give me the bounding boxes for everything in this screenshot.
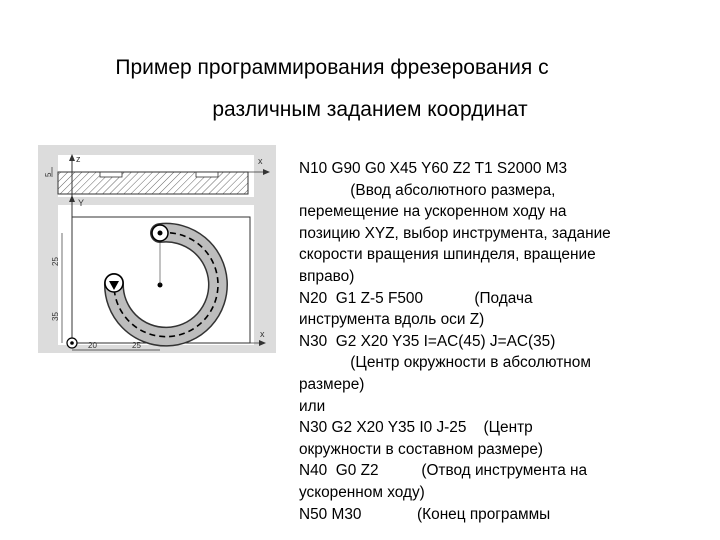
axis-label-x-main: x: [260, 329, 265, 339]
axis-label-x-top: x: [258, 156, 263, 166]
dim-label-25-vertical: 25: [51, 257, 60, 266]
program-line: окружности в составном размере): [299, 440, 544, 458]
program-line: ускоренном ходу): [299, 483, 425, 501]
program-line: позицию XYZ, выбор инструмента, задание: [299, 224, 611, 242]
program-line: N20 G1 Z-5 F500 (Подача: [299, 289, 533, 307]
dim-label-25-horizontal: 25: [132, 341, 141, 350]
program-line: скорости вращения шпинделя, вращение: [299, 246, 596, 264]
program-line: вправо): [299, 267, 355, 285]
program-line: инструмента вдоль оси Z): [299, 311, 485, 329]
dim-label-35-vertical: 35: [51, 312, 60, 321]
dim-label-20-horizontal: 20: [88, 341, 97, 350]
pocket-right: [196, 172, 218, 177]
milling-diagram: [38, 145, 276, 353]
tool-start-center: [158, 231, 163, 236]
program-line: N50 M30 (Конец программы: [299, 505, 551, 523]
program-line: N10 G90 G0 X45 Y60 Z2 T1 S2000 M3: [299, 160, 568, 177]
program-line: N30 G2 X20 Y35 I=AC(45) J=AC(35): [299, 332, 556, 350]
nc-program-text: [299, 158, 709, 525]
program-line: (Центр окружности в абсолютном: [299, 354, 591, 372]
program-line: размере): [299, 375, 365, 393]
page-title-line-2: различным заданием координат: [212, 98, 528, 121]
pocket-left: [100, 172, 122, 177]
axis-label-z: z: [76, 154, 81, 164]
workpiece-section: [58, 172, 248, 194]
program-line: или: [299, 397, 326, 415]
program-line: N40 G0 Z2 (Отвод инструмента на: [299, 462, 588, 480]
program-line: N30 G2 X20 Y35 I0 J-25 (Центр: [299, 419, 533, 437]
program-line: (Ввод абсолютного размера,: [299, 181, 556, 199]
dim-label-5: 5: [44, 172, 53, 177]
axis-label-y: Y: [78, 198, 85, 208]
origin-dot: [70, 341, 74, 345]
program-line: перемещение на ускоренном ходу на: [299, 203, 567, 221]
page-title-line-1: Пример программирования фрезерования с: [115, 56, 549, 79]
